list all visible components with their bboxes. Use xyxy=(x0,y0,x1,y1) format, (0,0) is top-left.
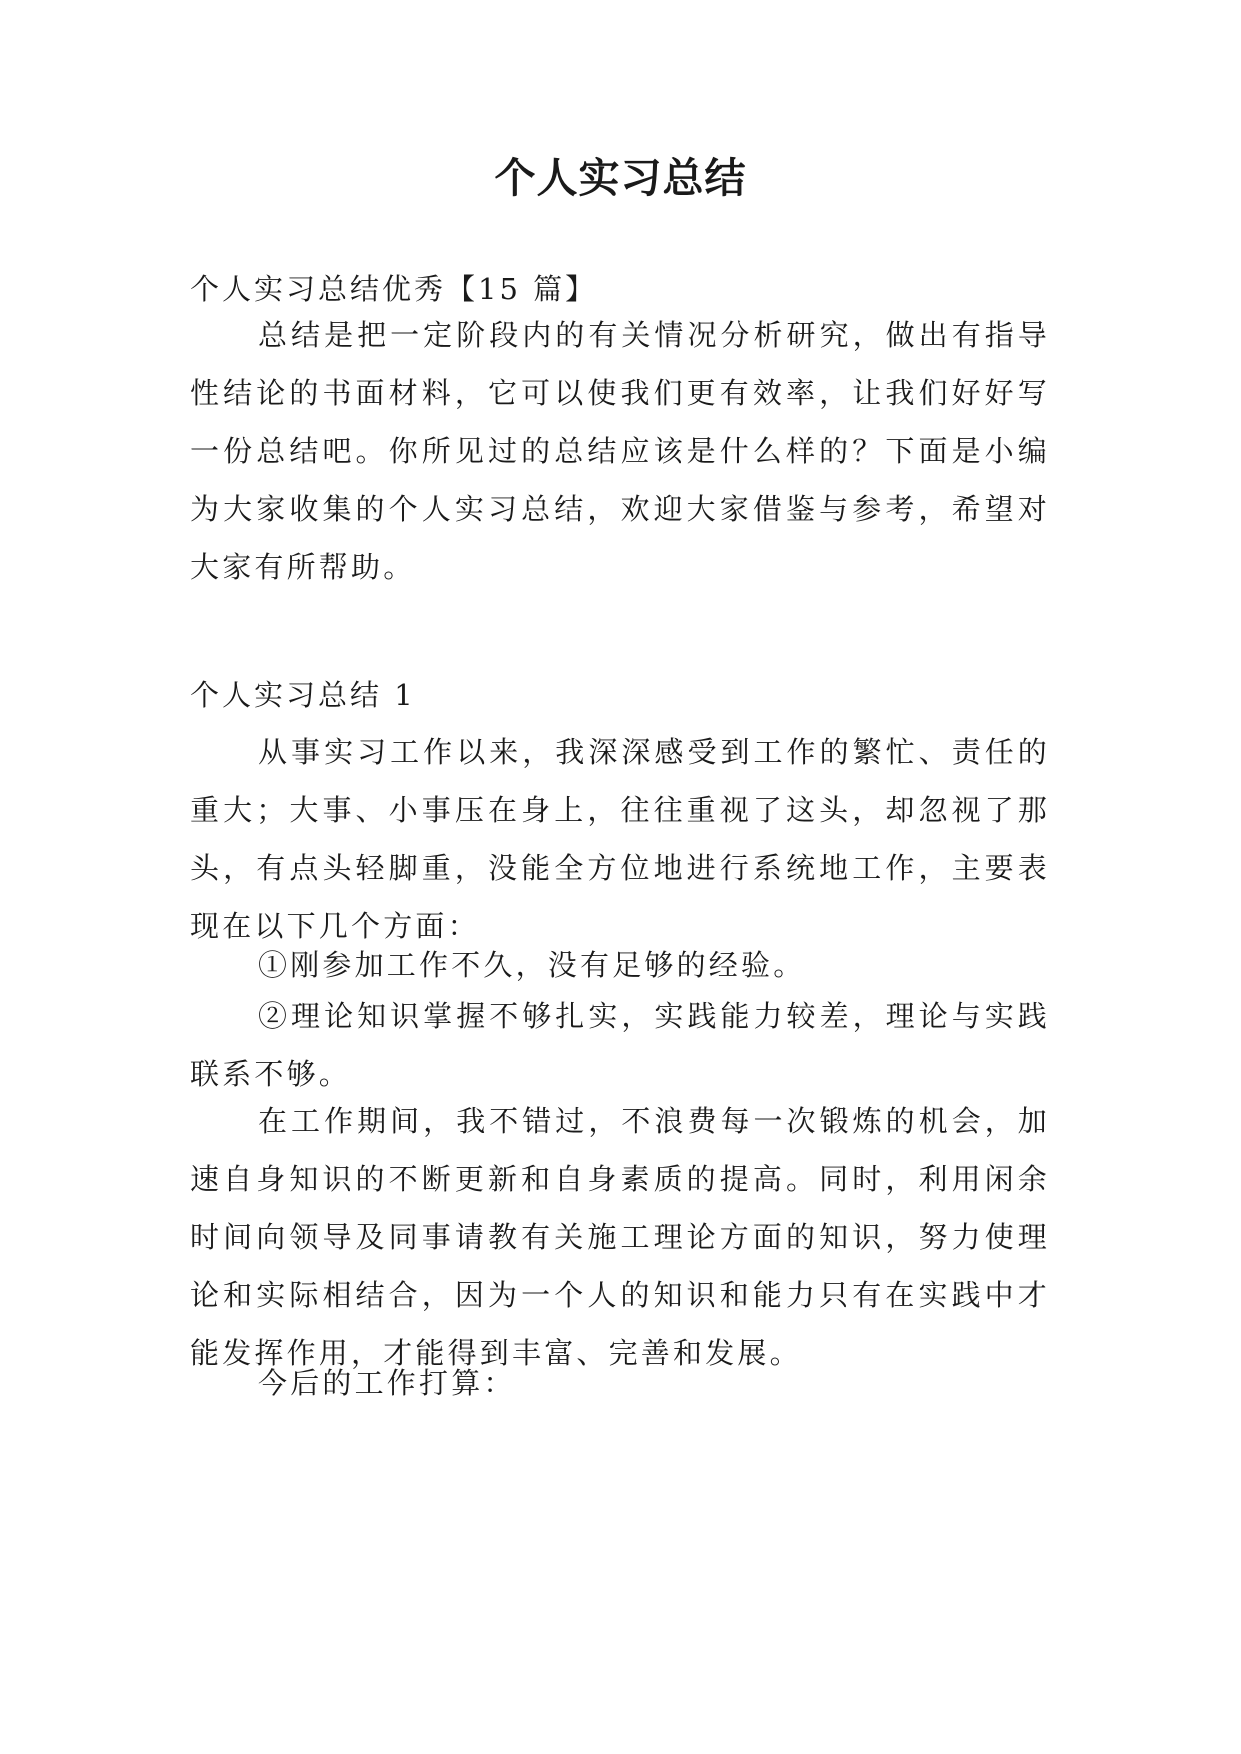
intro-paragraph: 总结是把一定阶段内的有关情况分析研究，做出有指导性结论的书面材料，它可以使我们更有效率，让我们好好写一份总结吧。你所见过的总结应该是什么样的？下面是小编为大家收集的个人实习总结，欢迎大家借鉴与参考，希望对大家有所帮助。 xyxy=(190,318,1050,584)
section1-paragraph-3: ②理论知识掌握不够扎实，实践能力较差，理论与实践联系不够。 xyxy=(190,999,1050,1091)
section1-paragraph-2: ①刚参加工作不久，没有足够的经验。 xyxy=(258,948,806,982)
section1-paragraph-5: 今后的工作打算： xyxy=(258,1366,516,1400)
section1-paragraph-4: 在工作期间，我不错过，不浪费每一次锻炼的机会，加速自身知识的不断更新和自身素质的提高。同时，利用闲余时间向领导及同事请教有关施工理论方面的知识，努力使理论和实际相结合，因为一个人的知识和能力只有在实践中才能发挥作用，才能得到丰富、完善和发展。 xyxy=(190,1104,1050,1370)
document-title: 个人实习总结 xyxy=(494,154,747,202)
section1-paragraph-1: 从事实习工作以来，我深深感受到工作的繁忙、责任的重大；大事、小事压在身上，往往重视了这头，却忽视了那头，有点头轻脚重，没能全方位地进行系统地工作，主要表现在以下几个方面： xyxy=(190,735,1050,943)
section-heading-1: 个人实习总结 1 xyxy=(190,678,416,712)
document-subtitle: 个人实习总结优秀【15 篇】 xyxy=(190,272,598,306)
